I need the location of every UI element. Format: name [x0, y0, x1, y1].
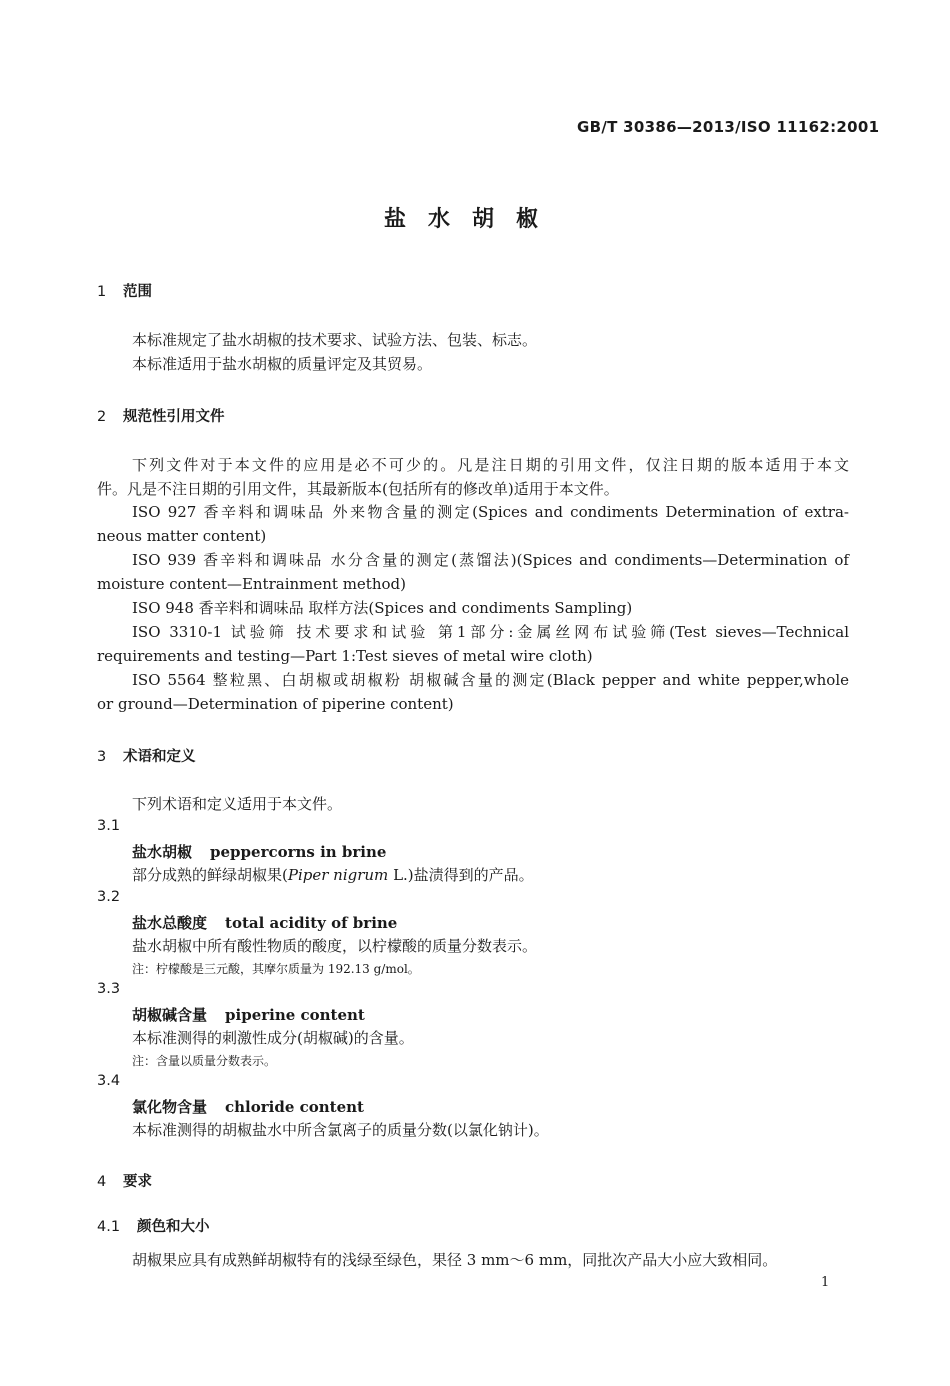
term-heading: [132, 1096, 364, 1117]
scientific-name: Piper nigrum: [287, 866, 389, 884]
section-heading: [97, 745, 196, 766]
term-zh: 胡椒碱含量: [132, 1006, 208, 1024]
section-heading: [97, 280, 152, 301]
standard-code: GB/T 30386—2013/ISO 11162:2001: [577, 118, 880, 136]
term-heading: [132, 1004, 365, 1025]
paragraph: 下列文件对于本文件的应用是必不可少的。凡是注日期的引用文件，仅注日期的版本适用于本文: [132, 456, 849, 474]
reference-item-cont: or ground—Determination of piperine content): [97, 695, 454, 713]
section-title: 规范性引用文件: [123, 409, 225, 425]
paragraph: 本标准适用于盐水胡椒的质量评定及其贸易。: [132, 355, 433, 373]
section-heading: [97, 1170, 152, 1191]
term-heading: [132, 841, 386, 862]
section-heading: [97, 405, 225, 426]
section-number: 3: [97, 749, 107, 765]
term-en: piperine content: [225, 1006, 365, 1024]
term-definition: 盐水胡椒中所有酸性物质的酸度，以柠檬酸的质量分数表示。: [132, 937, 538, 955]
term-number: 3.4: [97, 1073, 121, 1089]
paragraph: 胡椒果应具有成熟鲜胡椒特有的浅绿至绿色，果径 3 mm～6 mm，同批次产品大小应大致相同。: [132, 1251, 778, 1269]
subsection-title: 颜色和大小: [137, 1219, 210, 1235]
section-number: 4: [97, 1174, 107, 1190]
page-number: 1: [821, 1275, 830, 1290]
term-number: 3.1: [97, 818, 121, 834]
reference-item: ISO 948 香辛料和调味品 取样方法(Spices and condiments Sampling): [132, 599, 633, 617]
note: 注：柠檬酸是三元酸，其摩尔质量为 192.13 g/mol。: [132, 962, 420, 976]
term-definition: [132, 863, 534, 887]
subsection-heading: [97, 1215, 210, 1236]
reference-item-cont: requirements and testing—Part 1:Test sieves of metal wire cloth): [97, 647, 593, 665]
paragraph: 件。凡是不注日期的引用文件，其最新版本(包括所有的修改单)适用于本文件。: [97, 480, 619, 498]
term-definition: 本标准测得的刺激性成分(胡椒碱)的含量。: [132, 1029, 414, 1047]
term-number: 3.3: [97, 981, 121, 997]
section-title: 范围: [123, 284, 152, 300]
paragraph: 下列术语和定义适用于本文件。: [132, 795, 343, 813]
paragraph: 本标准规定了盐水胡椒的技术要求、试验方法、包装、标志。: [132, 331, 538, 349]
term-zh: 盐水胡椒: [132, 843, 193, 861]
term-en: chloride content: [225, 1098, 364, 1116]
term-definition-text: L.)盐渍得到的产品。: [388, 866, 534, 884]
term-heading: [132, 912, 397, 933]
term-zh: 盐水总酸度: [132, 914, 208, 932]
term-number: 3.2: [97, 889, 121, 905]
reference-item: ISO 5564 整粒黑、白胡椒或胡椒粉 胡椒碱含量的测定(Black pepper and white pepper,whole: [132, 671, 849, 689]
term-zh: 氯化物含量: [132, 1098, 208, 1116]
reference-item: ISO 3310-1 试验筛 技术要求和试验 第1部分:金属丝网布试验筛(Test sieves—Technical: [132, 623, 849, 641]
term-en: total acidity of brine: [225, 914, 398, 932]
reference-item: ISO 939 香辛料和调味品 水分含量的测定(蒸馏法)(Spices and condiments—Determination of: [132, 551, 849, 569]
document-title: 盐水胡椒: [384, 207, 561, 232]
reference-item: ISO 927 香辛料和调味品 外来物含量的测定(Spices and condiments Determination of extra-: [132, 503, 849, 521]
subsection-number: 4.1: [97, 1219, 121, 1235]
section-number: 1: [97, 284, 107, 300]
term-en: peppercorns in brine: [210, 843, 387, 861]
section-title: 要求: [123, 1174, 152, 1190]
term-definition: 本标准测得的胡椒盐水中所含氯离子的质量分数(以氯化钠计)。: [132, 1121, 549, 1139]
note: 注：含量以质量分数表示。: [132, 1054, 277, 1068]
section-title: 术语和定义: [123, 749, 196, 765]
reference-item-cont: moisture content—Entrainment method): [97, 575, 406, 593]
section-number: 2: [97, 409, 107, 425]
reference-item-cont: neous matter content): [97, 527, 267, 545]
term-definition-text: 部分成熟的鲜绿胡椒果(: [132, 866, 288, 884]
